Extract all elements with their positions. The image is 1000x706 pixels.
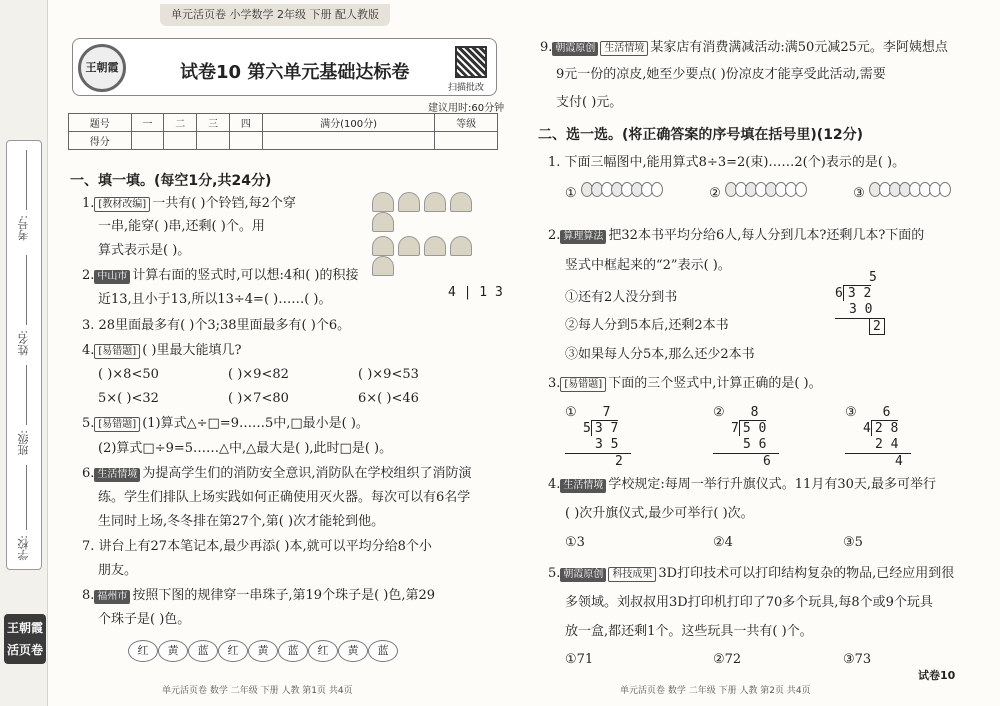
question-2 [82,268,358,284]
brand-line2: 活页卷 [6,643,43,657]
q-tag: [教材改编] [94,197,150,212]
product: 3 0 [835,302,881,319]
right-footer: 单元活页卷 数学 二年级 下册 人教 第2页 共4页 [620,686,811,696]
section2-heading: 二、选一选。(将正确答案的序号填在括号里)(12分) [538,127,864,143]
balloon-icon [651,182,663,197]
q-text: 一共有( )个铃铛,每2个穿 [152,196,296,211]
bead: 红 [308,640,338,662]
product: 3 5 [565,437,631,454]
choice-question-5 [548,566,954,582]
choice-question-5-line2: 多领域。刘叔叔用3D打印机打印了70多个玩具,每8个或9个玩具 [565,595,933,610]
q-tag: 生活情境 [560,479,606,493]
q-number: 5. [548,566,561,581]
score-cell: 三 [197,114,230,132]
c2-division [835,270,895,335]
left-footer: 单元活页卷 数学 二年级 下册 人教 第1页 共4页 [162,686,353,696]
q-tag: [易错题] [94,344,140,359]
qr-code-icon[interactable] [455,46,487,78]
q-tag: 生活情境 [94,468,140,482]
q-tag: 朝霞原创 [552,42,598,56]
question-9-line3: 支付( )元。 [556,95,623,110]
dividend: 3 2 [843,285,871,301]
balloon-icon [795,182,807,197]
section1-heading: 一、填一填。(每空1分,共24分) [70,173,272,189]
balloon-icon [939,182,951,197]
quotient: 6 [882,405,891,420]
bead: 蓝 [368,640,398,662]
bell-icon [398,236,420,256]
product: 2 4 [845,437,911,454]
c2-option: ②每人分到5本后,还剩2本书 [565,318,729,333]
q-number: 5. [82,416,95,431]
remainder: 2 [615,454,623,469]
remainder: 4 [895,454,903,469]
quotient: 7 [602,405,611,420]
bell-icon [450,192,472,212]
bead: 蓝 [278,640,308,662]
q-text: (1)算式△÷□=9……5中,□最小是( )。 [142,416,369,431]
q-number: 1. [82,196,95,211]
logo-badge: 王朝霞 [78,44,126,92]
dividend: 5 0 [739,420,766,436]
q-number: 8. [82,588,95,603]
bell-icon [424,236,446,256]
c1-option-label: ③ [853,186,865,201]
score-cell: 满分(100分) [262,114,435,132]
score-header-row [69,114,498,132]
score-cell: 等级 [435,114,498,132]
bead: 红 [218,640,248,662]
q-text: ( )里最大能填几? [142,343,242,358]
score-input[interactable] [229,132,262,150]
score-cell: 得分 [69,132,132,150]
q-number: 9. [540,40,553,55]
question-8-line2: 个珠子是( )色。 [98,612,191,627]
c3-division-3 [845,405,925,470]
bell-icon [372,236,394,256]
choice-question-3 [548,376,822,392]
remainder: 6 [763,454,771,469]
q2-division: 4 | 1 3 [448,285,503,300]
c1-option-label: ① [565,186,577,201]
question-9-line2: 9元一份的凉皮,她至少要点( )份凉皮才能享受此活动,需要 [556,67,886,82]
bead: 黄 [338,640,368,662]
product: 5 6 [713,437,779,454]
school-line [26,465,27,530]
bell-icon [372,212,394,232]
qr-caption: 扫描批改 [448,83,485,93]
q4-item: ( )×9<82 [228,367,289,382]
question-2-line2: 近13,且小于13,所以13÷4=( )……( )。 [98,292,332,307]
q4-item: 6×( )<46 [358,391,419,406]
q-tag: [易错题] [560,377,606,392]
c1-options [565,182,949,201]
q-tag: 算理算法 [560,230,606,244]
option-label: ② [713,405,725,420]
bead: 红 [128,640,158,662]
c4-option: ③5 [843,535,863,550]
header-tab: 单元活页卷 小学数学 2年级 下册 配人教版 [160,4,390,26]
q-tag: 福州市 [94,590,130,604]
bell-icon [372,256,394,276]
choice-question-5-line3: 放一盒,都还剩1个。这些玩具一共有( )个。 [565,624,813,639]
c1-option-label: ② [709,186,721,201]
c5-option: ③73 [843,652,872,667]
question-9 [540,40,948,56]
option-label: ③ [845,405,857,420]
c3-division-2 [713,405,793,470]
question-7: 7. 讲台上有27本笔记本,最少再添( )本,就可以平均分给8个小 [82,539,432,554]
q-number: 3. [548,376,561,391]
q-tag: 中山市 [94,270,130,284]
option-label: ① [565,405,577,420]
score-input[interactable] [164,132,197,150]
q-text: 把32本书平均分给6人,每人分到几本?还剩几本?下面的 [608,228,925,243]
choice-question-2-line2: 竖式中框起来的“2”表示( )。 [565,258,731,273]
question-7-line2: 朋友。 [98,563,138,578]
c5-option: ①71 [565,652,594,667]
divisor: 4 [863,421,871,436]
q-text: 某家店有消费满减活动:满50元减25元。李阿姨想点 [650,40,948,55]
question-1 [82,196,296,212]
question-4 [82,343,241,359]
q-tag: 生活情境 [600,41,648,56]
q-tag: [易错题] [94,417,140,432]
q-text: 3D打印技术可以打印结构复杂的物品,已经应用到很 [658,566,955,581]
q-text: 计算右面的竖式时,可以想:4和( )的积接 [132,268,359,283]
bell-icon [424,192,446,212]
remainder-box: 2 [869,318,885,335]
c4-option: ①3 [565,535,585,550]
choice-question-4 [548,477,936,493]
q-text: 为提高学生们的消防安全意识,消防队在学校组织了消防演 [142,466,472,481]
dividend: 3 7 [591,420,618,436]
divisor: 6 [835,286,843,301]
score-input[interactable] [435,132,498,150]
q-number: 4. [548,477,561,492]
name-label: 姓名: [17,330,30,356]
q-number: 2. [548,228,561,243]
class-line [26,365,27,425]
quotient: 8 [750,405,759,420]
score-value-row [69,132,498,150]
q4-item: 5×( )<32 [98,391,159,406]
q-text: 下面的三个竖式中,计算正确的是( )。 [608,376,822,391]
c4-option: ②4 [713,535,733,550]
bell-icon [450,236,472,256]
q-number: 6. [82,466,95,481]
question-1-line2: 一串,能穿( )串,还剩( )个。用 [98,219,265,234]
score-input[interactable] [262,132,435,150]
name-line [26,255,27,325]
q4-item: ( )×7<80 [228,391,289,406]
score-cell: 二 [164,114,197,132]
score-table [68,113,498,150]
score-cell: 四 [229,114,262,132]
question-3: 3. 28里面最多有( )个3;38里面最多有( )个6。 [82,318,351,333]
exam-no-label: 考号: [17,215,30,241]
c2-option: ①还有2人没分到书 [565,290,678,305]
bead-string [128,640,388,662]
q-tag: 朝霞原创 [560,568,606,582]
question-6-line3: 生同时上场,冬冬排在第27个,第( )次才能轮到他。 [98,514,385,529]
question-6 [82,466,472,482]
divisor: 5 [583,421,591,436]
choice-question-4-line2: ( )次升旗仪式,最少可举行( )次。 [565,506,754,521]
q-tag: 科技成果 [608,567,656,582]
choice-question-1: 1. 下面三幅图中,能用算式8÷3=2(束)……2(个)表示的是( )。 [548,155,906,170]
exam-no-line [26,150,27,210]
choice-question-2 [548,228,924,244]
time-hint: 建议用时:60分钟 [428,103,505,114]
score-input[interactable] [131,132,164,150]
bell-icon [398,192,420,212]
score-input[interactable] [197,132,230,150]
quotient: 5 [869,270,877,285]
q4-item: ( )×8<50 [98,367,159,382]
divisor: 7 [731,421,739,436]
q-number: 4. [82,343,95,358]
bells-illustration [372,192,498,276]
c2-option: ③如果每人分5本,那么还少2本书 [565,347,755,362]
q-text: 按照下图的规律穿一串珠子,第19个珠子是( )色,第29 [132,588,436,603]
score-cell: 题号 [69,114,132,132]
dividend: 2 8 [871,420,898,436]
class-label: 班级: [17,430,30,456]
score-cell: 一 [131,114,164,132]
bead: 黄 [158,640,188,662]
school-label: 学校: [17,535,30,561]
question-8 [82,588,435,604]
question-5 [82,416,369,432]
c3-division-1 [565,405,645,470]
bead: 蓝 [188,640,218,662]
question-1-line3: 算式表示是( )。 [98,243,191,258]
question-6-line2: 练。学生们排队上场实践如何正确使用灭火器。每次可以有6名学 [98,490,471,505]
q-number: 2. [82,268,95,283]
bell-icon [372,192,394,212]
brand-logo [4,614,46,664]
page-title: 试卷10 第六单元基础达标卷 [180,62,410,83]
bead: 黄 [248,640,278,662]
page-tag: 试卷10 [918,669,956,682]
q4-item: ( )×9<53 [358,367,419,382]
question-5-line2: (2)算式□÷9=5……△中,△最大是( ),此时□是( )。 [98,441,393,456]
brand-line1: 王朝霞 [6,621,43,635]
q-text: 学校规定:每周一举行升旗仪式。11月有30天,最多可举行 [608,477,937,492]
c5-option: ②72 [713,652,742,667]
